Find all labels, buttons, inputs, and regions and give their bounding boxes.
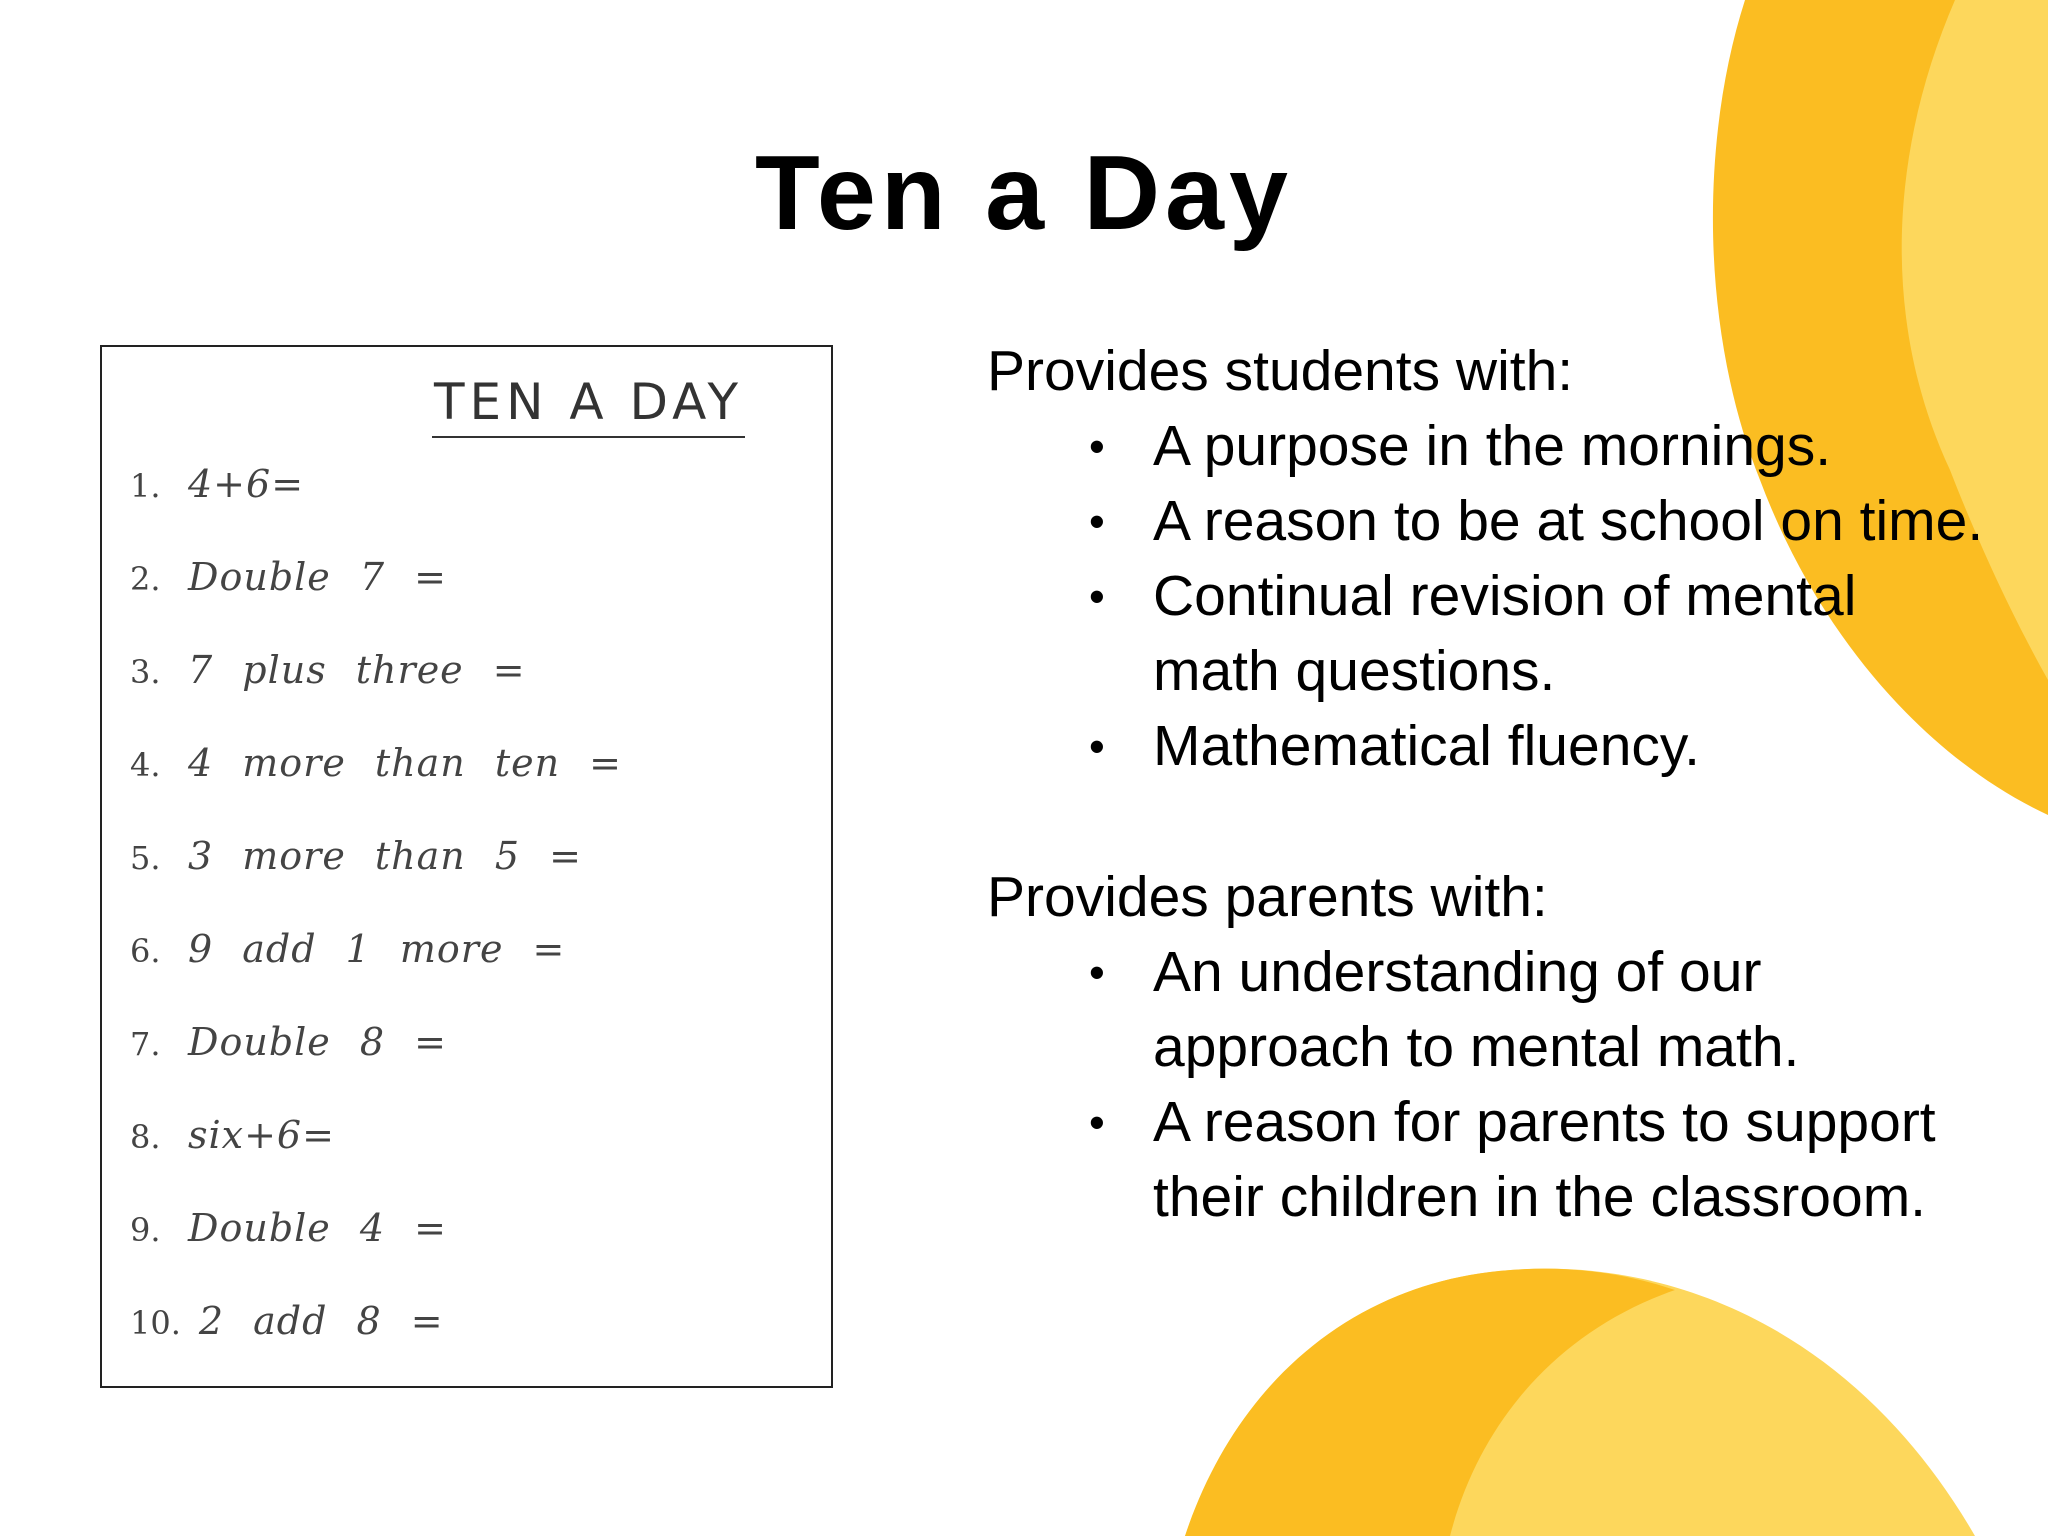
students-bullet-item <box>1089 559 1987 709</box>
question-text: 4 more than ten = <box>188 741 623 785</box>
worksheet-question <box>130 741 623 837</box>
question-text: 9 add 1 more = <box>188 927 566 971</box>
bullet-icon: • <box>1089 571 1105 622</box>
bullet-text: A reason for parents to support their children in the classroom. <box>1153 1090 1936 1229</box>
worksheet-question <box>130 1020 622 1116</box>
bullet-icon: • <box>1089 1097 1105 1148</box>
worksheet-heading: TEN A DAY <box>432 375 745 438</box>
students-bullet-item <box>1089 409 1987 484</box>
worksheet-question <box>130 1299 622 1395</box>
bullet-icon: • <box>1089 947 1105 998</box>
bullet-icon: • <box>1089 496 1105 547</box>
worksheet-question <box>130 555 622 651</box>
slide-body-text <box>987 334 1987 1235</box>
students-bullet-list <box>987 409 1987 784</box>
bullet-text: A reason to be at school on time. <box>1153 489 1984 553</box>
question-text: Double 4 = <box>188 1206 447 1250</box>
worksheet-question <box>130 462 622 558</box>
question-number: 8. <box>130 1118 161 1156</box>
question-text: 2 add 8 = <box>198 1299 444 1343</box>
worksheet-question <box>130 1113 622 1209</box>
students-bullet-item <box>1089 709 1987 784</box>
bullet-text: Continual revision of mental math questions. <box>1153 564 1857 703</box>
parents-heading: Provides parents with: <box>987 865 1548 929</box>
bullet-icon: • <box>1089 721 1105 772</box>
question-number: 5. <box>130 839 161 877</box>
question-text: six+6= <box>188 1113 335 1157</box>
students-heading: Provides students with: <box>987 339 1574 403</box>
question-number: 10. <box>130 1304 181 1342</box>
parents-bullet-item <box>1089 935 1987 1085</box>
worksheet-question <box>130 927 622 1023</box>
question-number: 2. <box>130 560 161 598</box>
worksheet-question <box>130 1206 622 1302</box>
parents-bullet-item <box>1089 1085 1987 1235</box>
question-number: 6. <box>130 932 161 970</box>
worksheet-question-list <box>130 462 623 1395</box>
bullet-text: An understanding of our approach to mental math. <box>1153 940 1800 1079</box>
question-text: Double 7 = <box>188 555 447 599</box>
section-spacer <box>987 784 1987 860</box>
bullet-icon: • <box>1089 421 1105 472</box>
question-text: 7 plus three = <box>188 648 526 692</box>
question-number: 1. <box>130 467 161 505</box>
bullet-text: A purpose in the mornings. <box>1153 414 1832 478</box>
question-text: 4+6= <box>188 462 305 506</box>
bullet-text: Mathematical fluency. <box>1153 714 1701 778</box>
question-text: Double 8 = <box>188 1020 447 1064</box>
question-number: 3. <box>130 653 161 691</box>
worksheet-question <box>130 834 622 930</box>
students-bullet-item <box>1089 484 1987 559</box>
worksheet-question <box>130 648 622 744</box>
ten-a-day-worksheet-image <box>100 345 833 1388</box>
parents-bullet-list <box>987 935 1987 1235</box>
question-number: 4. <box>130 746 161 784</box>
question-number: 9. <box>130 1211 161 1249</box>
slide-title: Ten a Day <box>755 134 1293 252</box>
question-number: 7. <box>130 1025 161 1063</box>
question-text: 3 more than 5 = <box>188 834 582 878</box>
